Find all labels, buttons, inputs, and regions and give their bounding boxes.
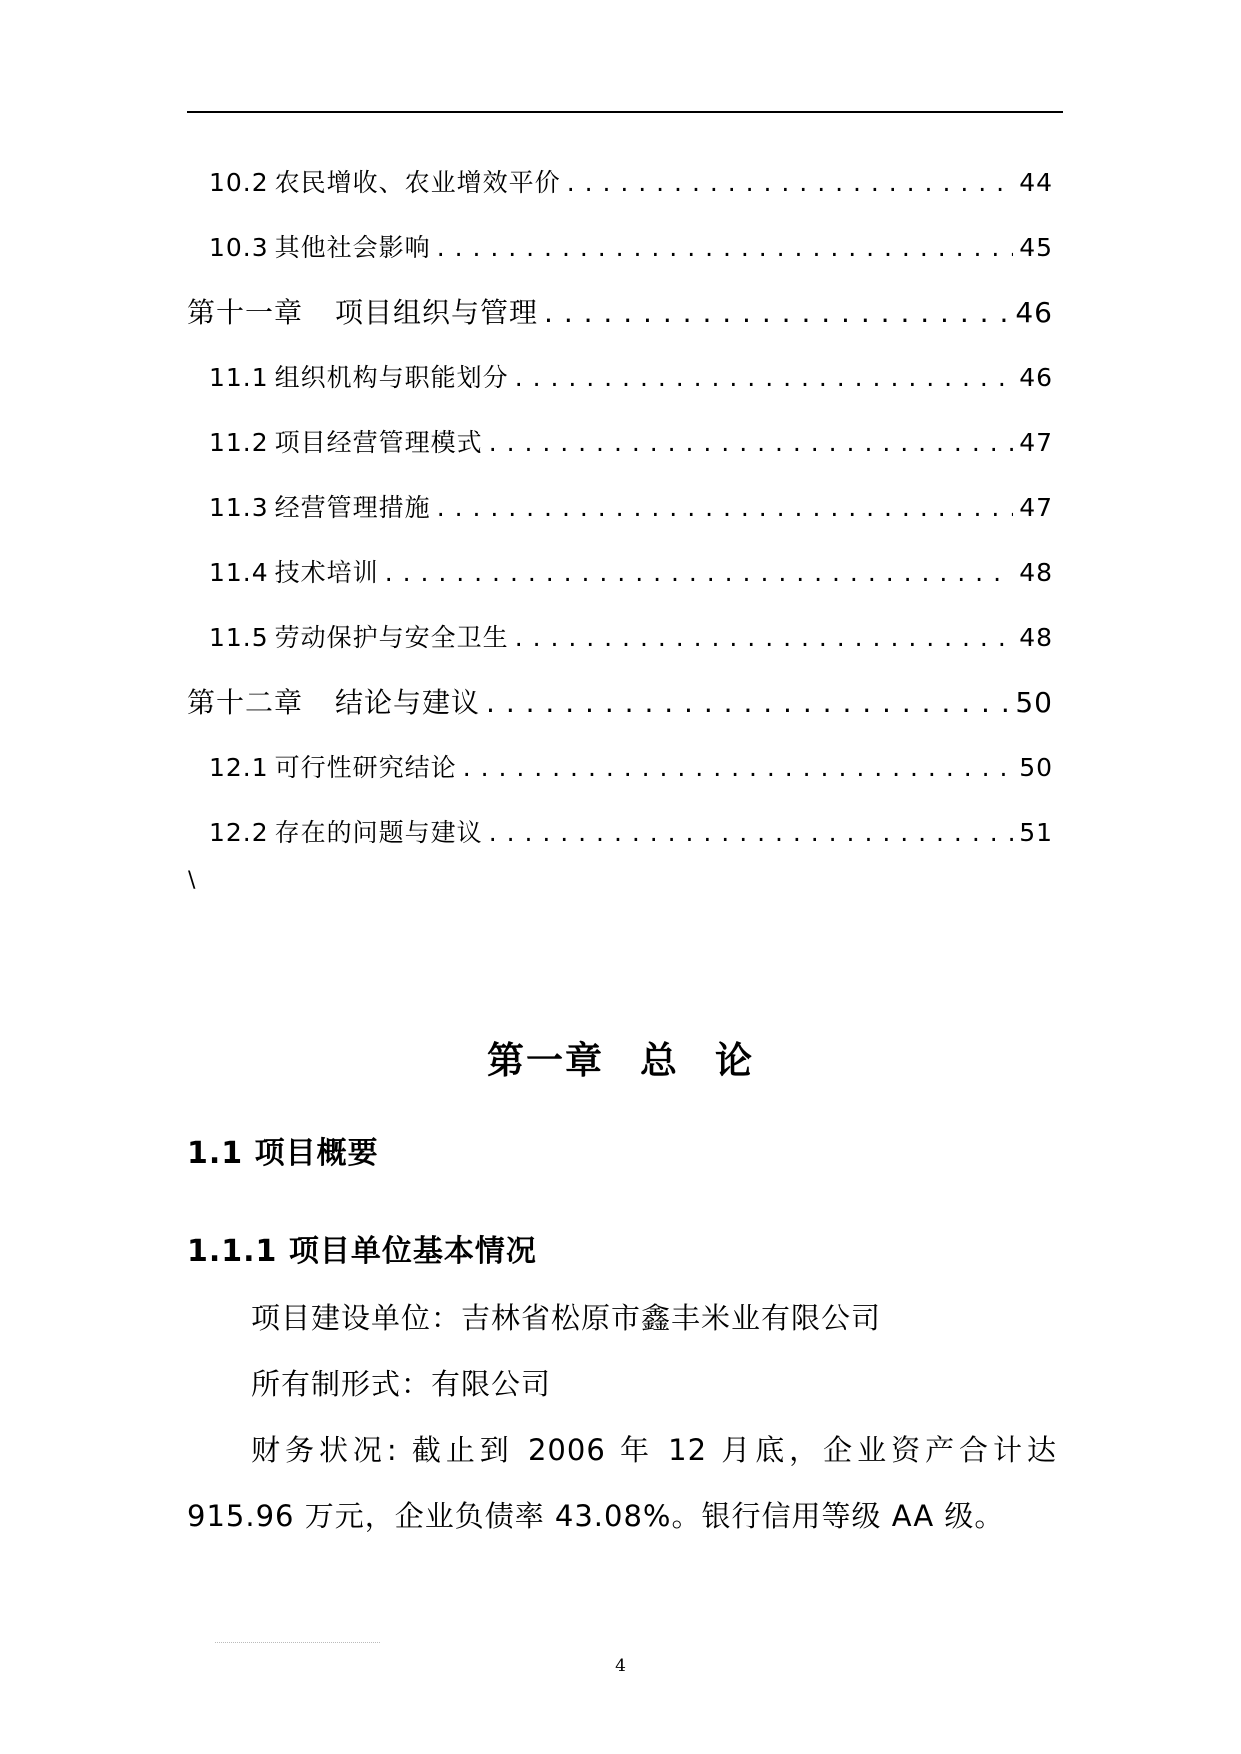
page-number: 4 — [615, 1656, 626, 1676]
toc-entry[interactable] — [187, 735, 1053, 800]
toc-dot-leader — [489, 410, 1014, 475]
toc-dot-leader — [463, 735, 1014, 800]
toc-entry-number: 11.2 — [209, 428, 269, 457]
toc-entry-number: 12.2 — [209, 818, 269, 847]
toc-entry-page: 45 — [1019, 233, 1053, 262]
toc-chapter-entry[interactable] — [187, 280, 1053, 345]
chapter-heading-prefix: 第一章 — [487, 1039, 604, 1082]
toc-entry-title: 农民增收、农业增效平价 — [274, 168, 561, 197]
toc-entry-number: 11.5 — [209, 623, 269, 652]
toc-entry-page: 47 — [1019, 493, 1053, 522]
section-heading-1-1-1: 1.1.1 项目单位基本情况 — [187, 1234, 537, 1269]
toc-entry-number: 10.2 — [209, 168, 269, 197]
toc-chapter-entry[interactable] — [187, 670, 1053, 735]
toc-dot-leader — [567, 150, 1014, 215]
table-of-contents — [187, 150, 1053, 865]
header-rule — [187, 111, 1063, 113]
paragraph-construction-unit: 项目建设单位：吉林省松原市鑫丰米业有限公司 — [251, 1301, 882, 1335]
toc-entry-page: 46 — [1019, 363, 1053, 392]
toc-entry[interactable] — [187, 605, 1053, 670]
toc-dot-leader — [515, 605, 1014, 670]
toc-chapter-number: 第十二章 — [187, 686, 304, 719]
toc-dot-leader — [385, 540, 1014, 605]
paragraph-ownership: 所有制形式：有限公司 — [251, 1367, 552, 1401]
toc-dot-leader — [437, 475, 1014, 540]
chapter-heading — [0, 1030, 1241, 1084]
toc-entry[interactable] — [187, 150, 1053, 215]
toc-entry-page: 47 — [1019, 428, 1053, 457]
toc-chapter-number: 第十一章 — [187, 296, 304, 329]
toc-entry-page: 50 — [1019, 753, 1053, 782]
toc-entry-title: 劳动保护与安全卫生 — [274, 623, 509, 652]
toc-entry-number: 11.3 — [209, 493, 269, 522]
toc-entry-number: 12.1 — [209, 753, 269, 782]
toc-entry[interactable] — [187, 215, 1053, 280]
toc-entry[interactable] — [187, 800, 1053, 865]
toc-entry[interactable] — [187, 345, 1053, 410]
toc-entry-title: 经营管理措施 — [274, 493, 431, 522]
toc-dot-leader — [489, 800, 1014, 865]
toc-entry-page: 48 — [1019, 623, 1053, 652]
toc-entry-number: 11.4 — [209, 558, 269, 587]
toc-dot-leader — [544, 280, 1009, 345]
toc-dot-leader — [437, 215, 1014, 280]
toc-entry-title: 其他社会影响 — [274, 233, 431, 262]
toc-entry-page: 46 — [1015, 296, 1053, 329]
footer-dotted-mark — [215, 1642, 380, 1643]
toc-entry[interactable] — [187, 540, 1053, 605]
toc-entry-page: 50 — [1015, 686, 1053, 719]
toc-entry-title: 可行性研究结论 — [274, 753, 457, 782]
toc-chapter-title: 项目组织与管理 — [335, 296, 539, 329]
toc-dot-leader — [515, 345, 1014, 410]
section-heading-1-1: 1.1 项目概要 — [187, 1136, 379, 1171]
toc-entry[interactable] — [187, 475, 1053, 540]
toc-entry[interactable] — [187, 410, 1053, 475]
stray-backslash: \ — [188, 868, 196, 893]
toc-entry-page: 48 — [1019, 558, 1053, 587]
toc-entry-page: 51 — [1019, 818, 1053, 847]
toc-entry-title: 存在的问题与建议 — [274, 818, 483, 847]
chapter-heading-word1: 总 — [640, 1039, 679, 1082]
toc-entry-number: 11.1 — [209, 363, 269, 392]
toc-entry-title: 项目经营管理模式 — [274, 428, 483, 457]
toc-entry-title: 技术培训 — [274, 558, 379, 587]
chapter-heading-word2: 论 — [715, 1039, 754, 1082]
toc-entry-title: 组织机构与职能划分 — [274, 363, 509, 392]
toc-dot-leader — [486, 670, 1009, 735]
toc-chapter-title: 结论与建议 — [335, 686, 481, 719]
toc-entry-number: 10.3 — [209, 233, 269, 262]
paragraph-financial-status: 财务状况: 截止到 2006 年 12 月底，企业资产合计达 915.96 万元，企业负债率 43.08%。银行信用等级 AA 级。 — [187, 1433, 1057, 1533]
toc-entry-page: 44 — [1019, 168, 1053, 197]
